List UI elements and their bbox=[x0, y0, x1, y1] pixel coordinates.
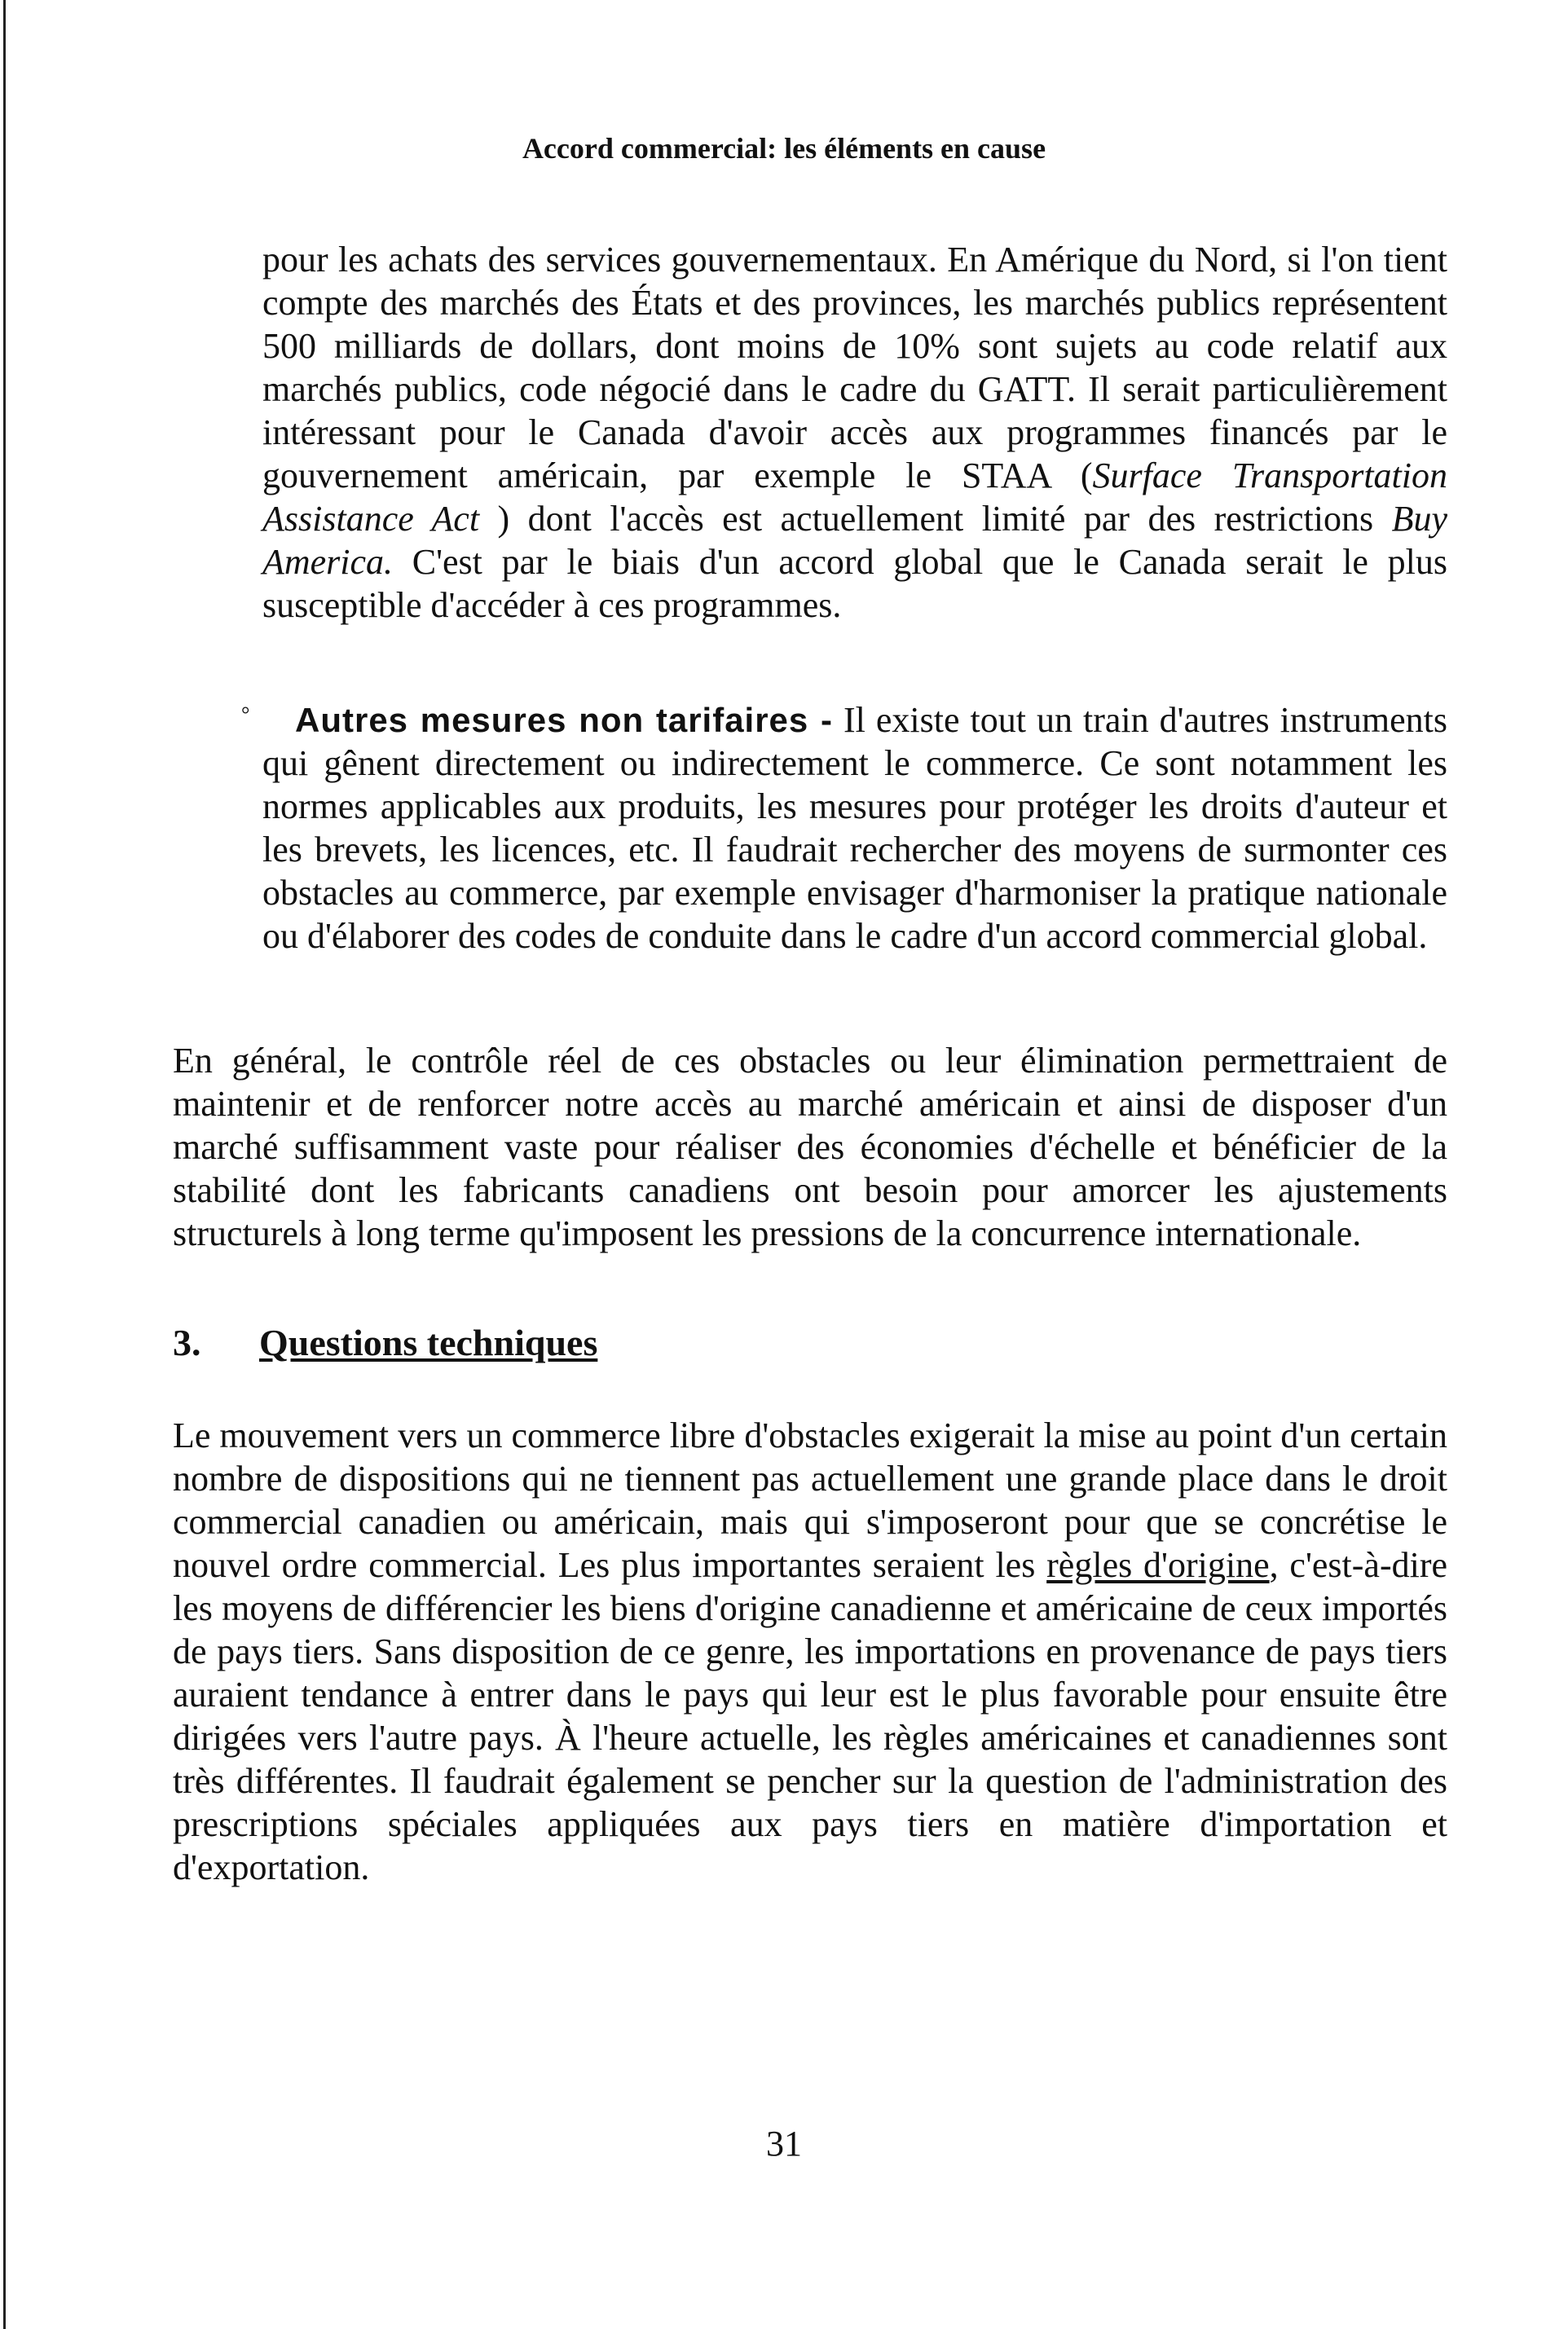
bullet-marker: ° bbox=[241, 702, 250, 726]
paragraph-questions-techniques bbox=[173, 1414, 1447, 1889]
running-header: Accord commercial: les éléments en cause bbox=[522, 132, 1046, 165]
paragraph-text: pour les achats des services gouvernementaux. En Amérique du Nord, si l'on tient compte des marchés des États et des provinces, les marchés publics représentent 500 milliards de dollars, dont moins de 10% sont sujets au code relatif aux marchés publics, code négocié dans le cadre du GATT. Il serait particulièrement intéressant pour le Canada d'avoir accès aux programmes financés par le gouvernement américain, par exemple le STAA ( bbox=[262, 240, 1447, 495]
paragraph-text: Le mouvement vers un commerce libre d'obstacles exigerait la mise au point d'un certain nombre de dispositions qui ne tiennent pas actuellement une grande place dans le droit commercial canadien ou américain, mais qui s'imposeront pour que se concrétise le nouvel ordre commercial. Les plus importantes seraient les bbox=[173, 1415, 1447, 1585]
italic-buy-america: Buy America. bbox=[262, 499, 1447, 582]
section-number: 3. bbox=[173, 1322, 201, 1363]
paragraph-text: ) dont l'accès est actuellement limité par des restrictions bbox=[479, 499, 1392, 539]
paragraph-en-general: En général, le contrôle réel de ces obstacles ou leur élimination permettraient de maintenir et de renforcer notre accès au marché américain et ainsi de disposer d'un marché suffisamment vaste pour réaliser des économies d'échelle et bénéficier de la stabilité dont les fabricants canadiens ont besoin pour amorcer les ajustements structurels à long terme qu'imposent les pressions de la concurrence internationale. bbox=[173, 1041, 1447, 1253]
paragraph-text: C'est par le biais d'un accord global que le Canada serait le plus susceptible d'accéder à ces programmes. bbox=[262, 542, 1447, 625]
paragraph-text: Il existe tout un train d'autres instruments qui gênent directement ou indirectement le commerce. Ce sont notamment les normes applicables aux produits, les mesures pour protéger les droits d'auteur et les brevets, les licences, etc. Il faudrait rechercher des moyens de surmonter ces obstacles au commerce, par exemple envisager d'harmoniser la pratique nationale ou d'élaborer des codes de conduite dans le cadre d'un accord commercial global. bbox=[262, 700, 1448, 956]
section-title: Questions techniques bbox=[259, 1322, 598, 1363]
paragraph-text: , c'est-à-dire les moyens de différencier les biens d'origine canadienne et américaine de ceux importés de pays tiers. Sans disposition de ce genre, les importations en provenance de pays tiers auraient tendance à entrer dans le pays qui leur est le plus favorable pour ensuite être dirigées vers l'autre pays. À l'heure actuelle, les règles américaines et canadiennes sont très différentes. Il faudrait également se pencher sur la question de l'administration des prescriptions spéciales appliquées aux pays tiers en matière d'importation et d'exportation. bbox=[173, 1545, 1448, 1887]
paragraph-achats-gouvernementaux bbox=[262, 238, 1447, 627]
bullet-lead-in: Autres mesures non tarifaires - bbox=[295, 701, 833, 739]
italic-act-name: Surface Transportation Assistance Act bbox=[262, 456, 1447, 539]
paragraph-autres-mesures bbox=[241, 698, 1448, 958]
underlined-term: règles d'origine bbox=[1046, 1545, 1270, 1585]
section-heading bbox=[173, 1320, 597, 1366]
page-number: 31 bbox=[766, 2124, 802, 2164]
left-margin-rule bbox=[3, 0, 6, 2329]
